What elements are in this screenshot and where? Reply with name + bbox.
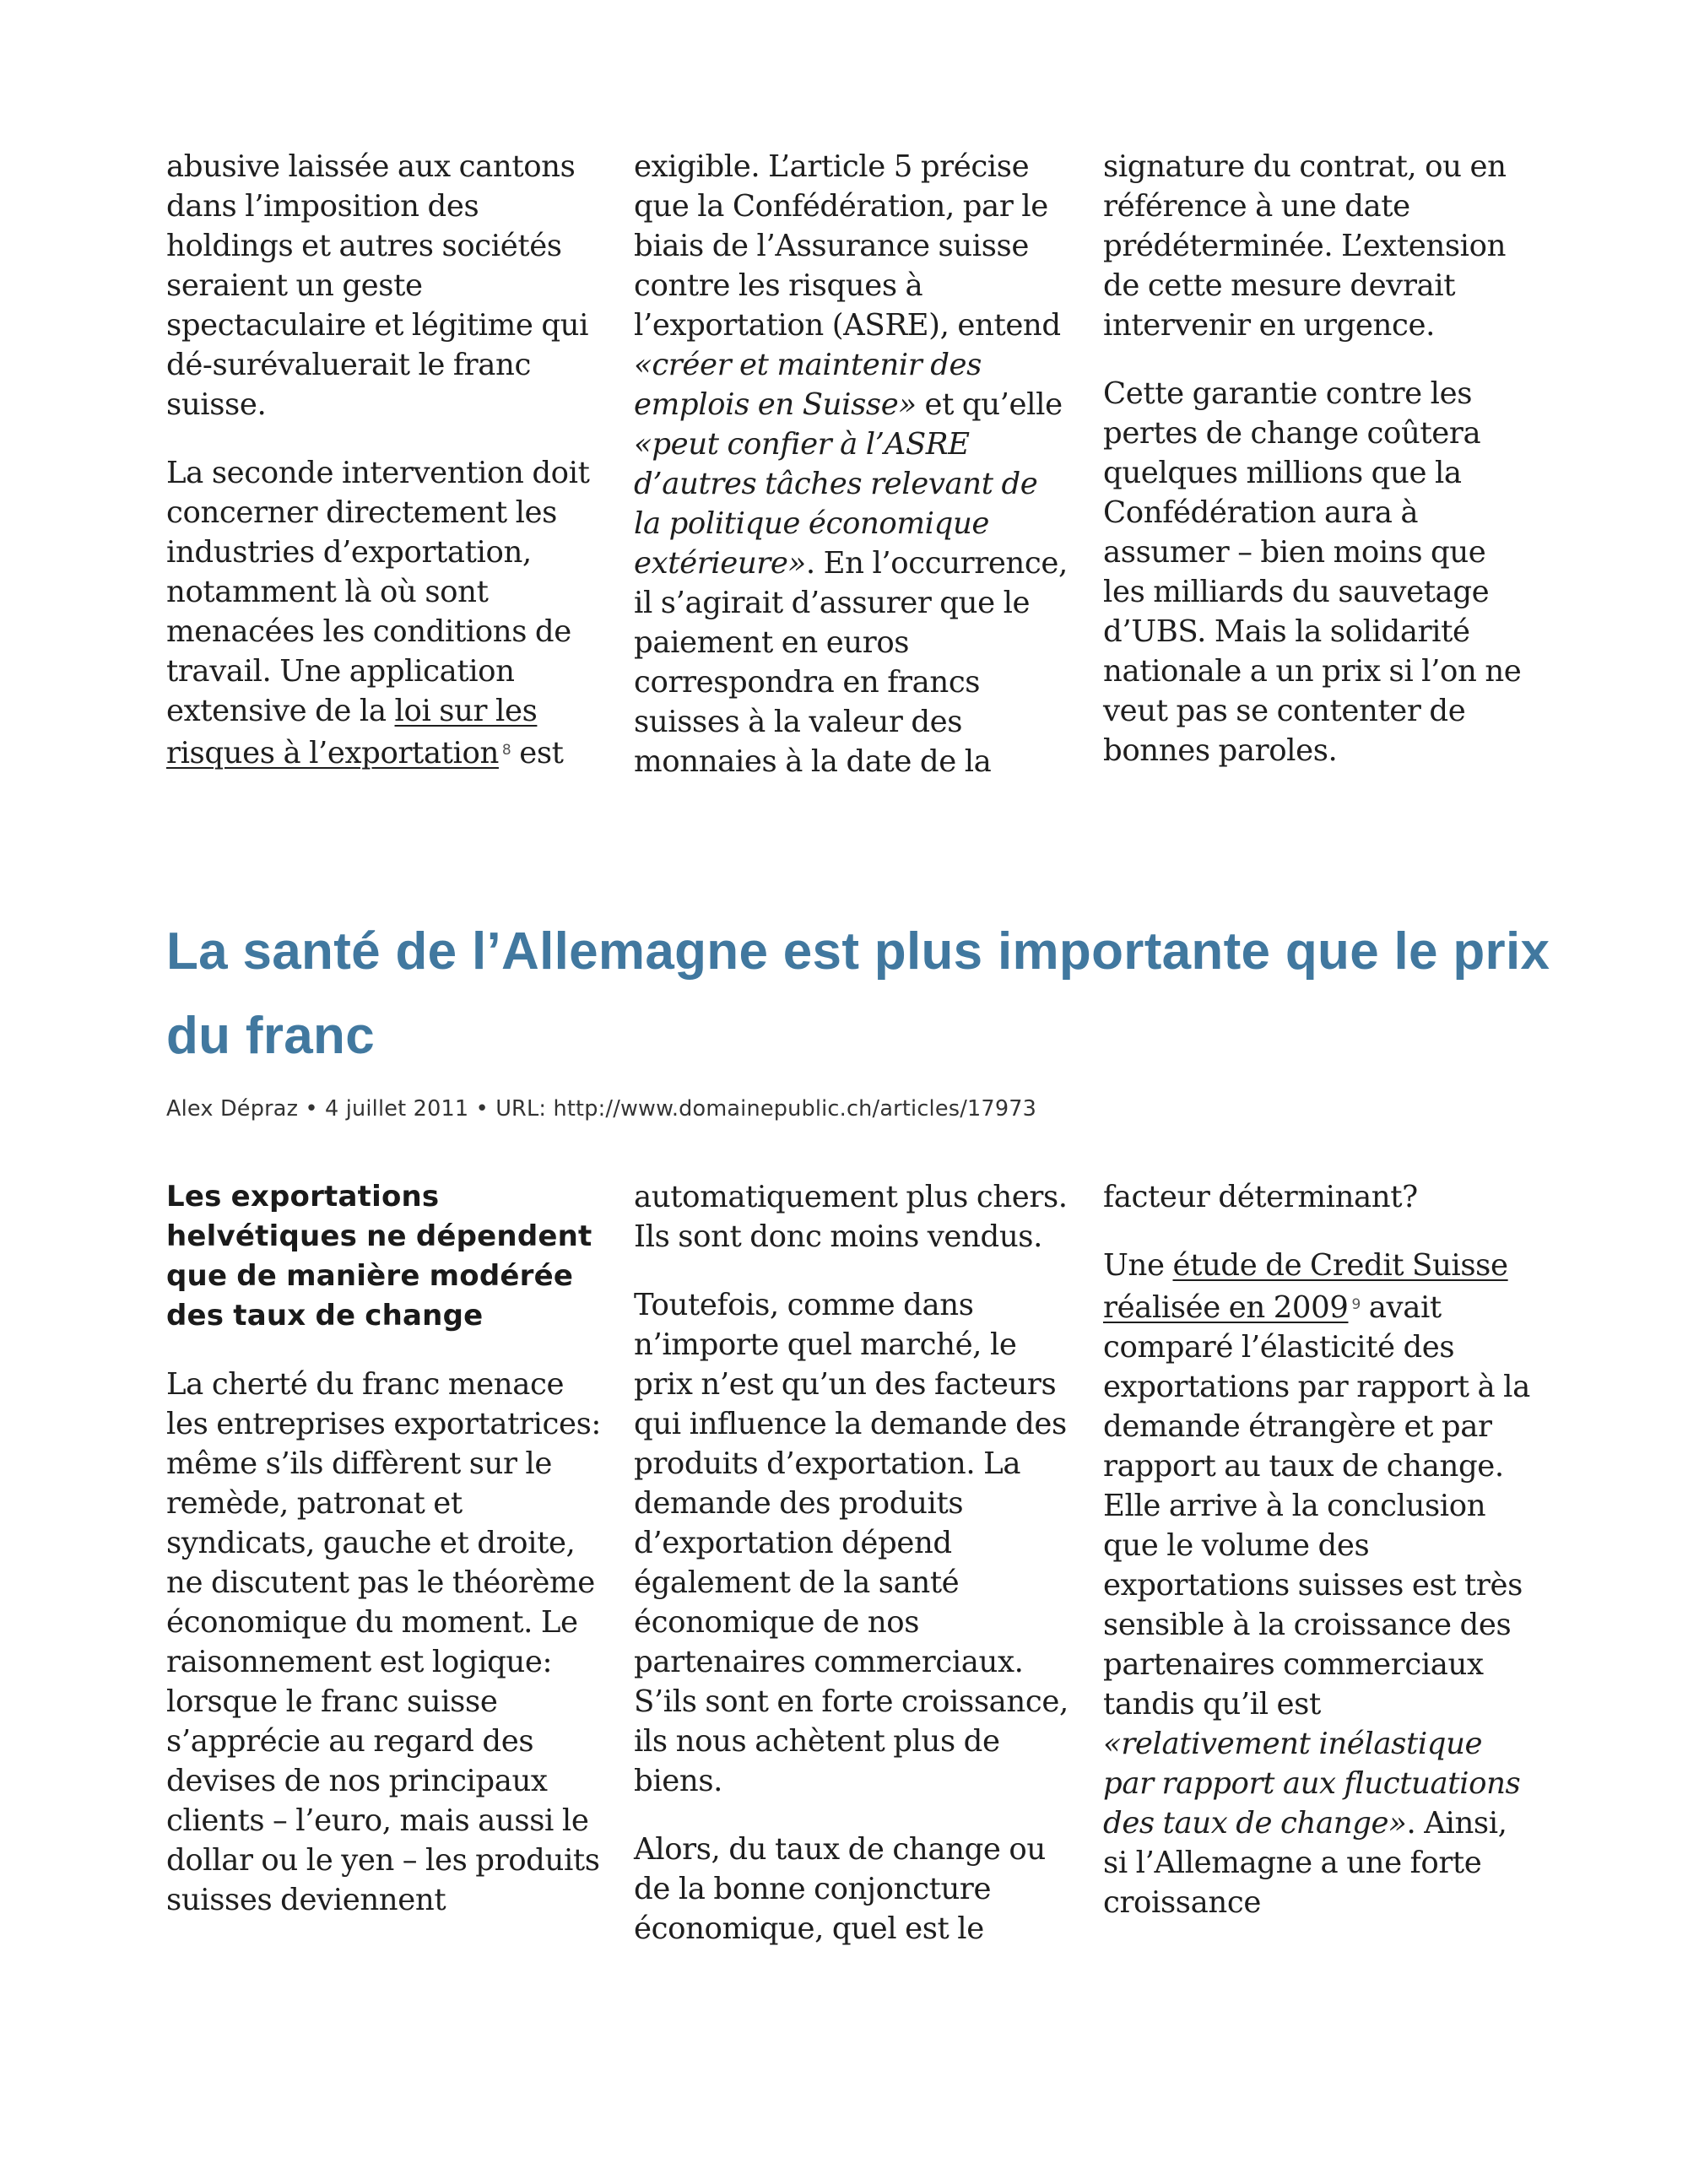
paragraph: abusive laissée aux cantons dans l’imposition des holdings et autres sociétés seraient un geste spectaculaire et légitime qui dé-surévaluerait le franc suisse.: [166, 149, 589, 422]
top-column-3: [1103, 147, 1534, 799]
paragraph-text: avait comparé l’élasticité des exportations par rapport à la demande étrangère et par rapport au taux de change. Elle arrive à la conclusion que le volume des exportations suisses est très sensible à la croissance des partenaires commerciaux tandis qu’il est: [1103, 1290, 1530, 1722]
quote: «relativement inélastique par rapport aux fluctuations des taux de change»: [1103, 1727, 1521, 1841]
article-title: La santé de l’Allemagne est plus importante que le prix du franc: [166, 922, 1550, 1065]
footnote-ref[interactable]: 9: [1351, 1296, 1361, 1313]
paragraph: [166, 453, 601, 773]
paragraph: La cherté du franc menace les entreprises exportatrices: même s’ils diffèrent sur le remède, patronat et syndicats, gauche et droite, ne discutent pas le théorème économique du moment. Le raisonnement est logique: lorsque le franc suisse s’apprécie au regard des devises de nos principaux clients – l’euro, mais aussi le dollar ou le yen – les produits suisses deviennent: [166, 1367, 601, 1917]
paragraph: Toutefois, comme dans n’importe quel marché, le prix n’est qu’un des facteurs qui influence la demande des produits d’exportation. La demande des produits d’exportation dépend également de la santé économique de nos partenaires commerciaux. S’ils sont en forte croissance, ils nous achètent plus de biens.: [634, 1288, 1069, 1798]
paragraph: [1103, 1246, 1534, 1922]
paragraph-text: La seconde intervention doit concerner directement les industries d’exportation, notamment là où sont menacées les conditions de travail. Une application extensive de la: [166, 456, 590, 728]
paragraph: facteur déterminant?: [1103, 1180, 1418, 1214]
paragraph: [634, 147, 1069, 781]
article-column-2: [634, 1177, 1069, 1977]
paragraph-text: est: [511, 736, 564, 770]
paragraph-text: . Ainsi, si l’Allemagne a une forte croissance: [1103, 1806, 1507, 1920]
article-lead: Les exportations helvétiques ne dépendent que de manière modérée des taux de change: [166, 1180, 592, 1333]
article-column-1: [166, 1177, 601, 1949]
article-column-3: [1103, 1177, 1534, 1951]
paragraph-text: exigible. L’article 5 précise que la Confédération, par le biais de l’Assurance suisse contre les risques à l’exportation (ASRE), entend: [634, 149, 1061, 343]
credit-suisse-study-link[interactable]: étude de Credit Suisse réalisée en 2009: [1103, 1248, 1508, 1325]
top-column-1: [166, 147, 601, 802]
paragraph: Alors, du taux de change ou de la bonne conjoncture économique, quel est le: [634, 1832, 1046, 1946]
quote: «peut confier à l’ASRE d’autres tâches relevant de la politique économique extérieure»: [634, 427, 1038, 581]
paragraph-text: Une: [1103, 1248, 1173, 1283]
footnote-ref[interactable]: 8: [501, 742, 511, 759]
paragraph: signature du contrat, ou en référence à une date prédéterminée. L’extension de cette mesure devrait intervenir en urgence.: [1103, 149, 1507, 343]
export-risk-law-link[interactable]: loi sur les risques à l’exportation: [166, 694, 538, 770]
quote: «créer et maintenir des emplois en Suisse»: [634, 348, 982, 422]
paragraph-text: . En l’occurrence, il s’agirait d’assurer que le paiement en euros correspondra en francs suisses à la valeur des monnaies à la date de la: [634, 546, 1068, 779]
top-column-2: [634, 147, 1069, 810]
paragraph: Cette garantie contre les pertes de change coûtera quelques millions que la Confédération aura à assumer – bien moins que les milliards du sauvetage d’UBS. Mais la solidarité nationale a un prix si l’on ne veut pas se contenter de bonnes paroles.: [1103, 376, 1522, 768]
article-meta: Alex Dépraz • 4 juillet 2011 • URL: http://www.domainepublic.ch/articles/17973: [166, 1096, 1037, 1122]
paragraph-text: et qu’elle: [916, 387, 1063, 422]
paragraph: automatiquement plus chers. Ils sont donc moins vendus.: [634, 1180, 1068, 1254]
